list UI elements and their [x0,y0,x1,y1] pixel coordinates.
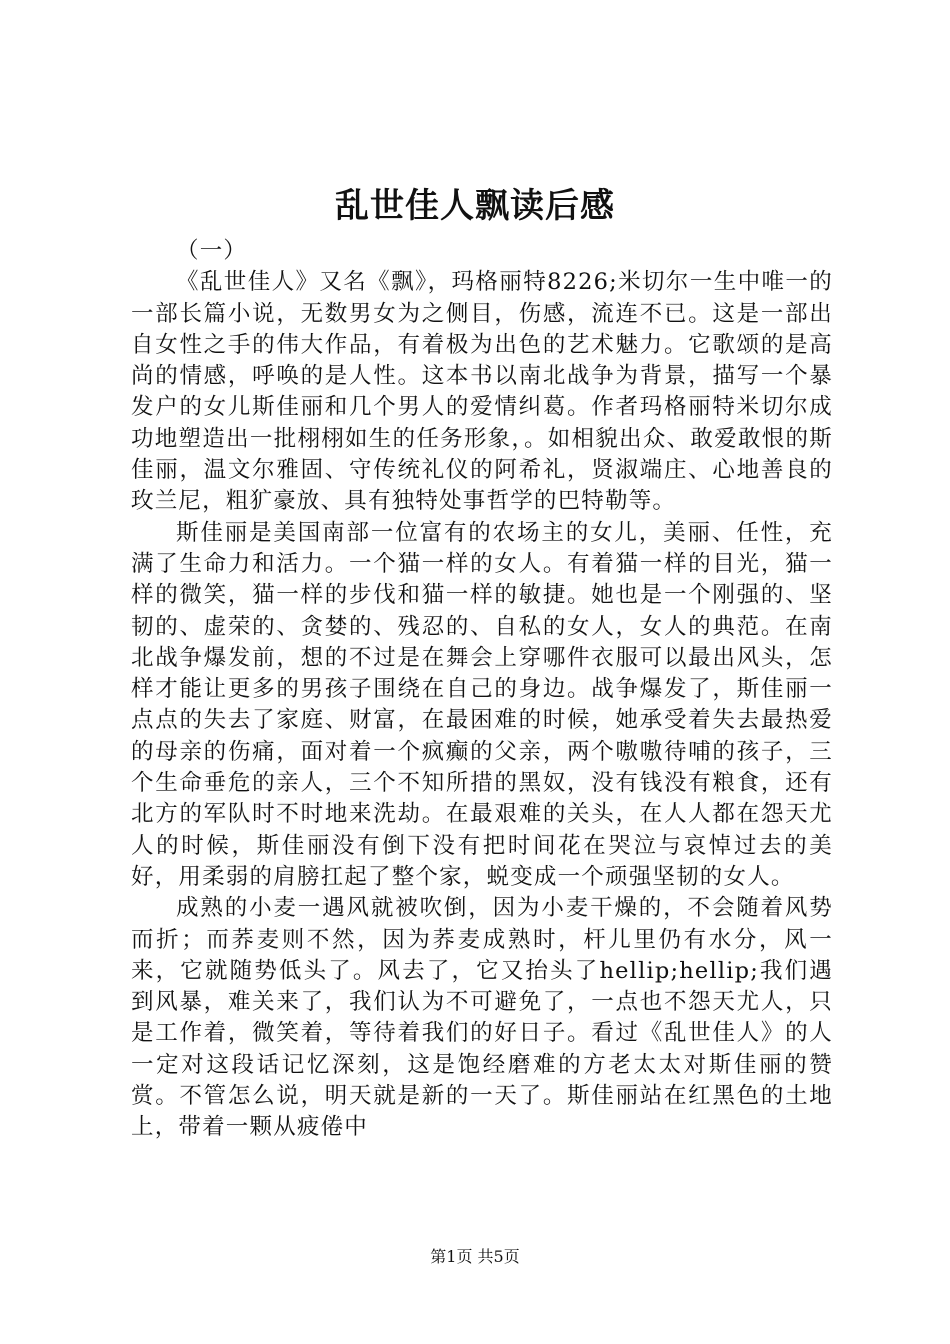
document-title: 乱世佳人飘读后感 [335,186,615,226]
page-footer: 第1页 共5页 [430,1247,520,1266]
paragraph-3: 成熟的小麦一遇风就被吹倒，因为小麦干燥的，不会随着风势而折；而荞麦则不然，因为荞麦成熟时，杆儿里仍有水分，风一来，它就随势低头了。风去了，它又抬头了hellip;hellip;我们遇到风暴，难关来了，我们认为不可避免了，一点也不怨天尤人，只是工作着，微笑着，等待着我们的好日子。看过《乱世佳人》的人一定对这段话记忆深刻，这是饱经磨难的方老太太对斯佳丽的赞赏。不管怎么说，明天就是新的一天了。斯佳丽站在红黑色的土地上，带着一颗从疲倦中 [131,895,833,1141]
section-marker: （一） [176,238,248,264]
document-body [131,236,833,1144]
paragraph-2: 斯佳丽是美国南部一位富有的农场主的女儿，美丽、任性，充满了生命力和活力。一个猫一样的女人。有着猫一样的目光，猫一样的微笑，猫一样的步伐和猫一样的敏捷。她也是一个刚强的、坚韧的、虚荣的、贪婪的、残忍的、自私的女人，女人的典范。在南北战争爆发前，想的不过是在舞会上穿哪件衣服可以最出风头，怎样才能让更多的男孩子围绕在自己的身边。战争爆发了，斯佳丽一点点的失去了家庭、财富，在最困难的时候，她承受着失去最热爱的母亲的伤痛，面对着一个疯癫的父亲，两个嗷嗷待哺的孩子，三个生命垂危的亲人，三个不知所措的黑奴，没有钱没有粮食，还有北方的军队时不时地来洗劫。在最艰难的关头，在人人都在怨天尤人的时候，斯佳丽没有倒下没有把时间花在哭泣与哀悼过去的美好，用柔弱的肩膀扛起了整个家，蜕变成一个顽强坚韧的女人。 [131,519,833,890]
paragraph-1: 《乱世佳人》又名《飘》，玛格丽特8226;米切尔一生中唯一的一部长篇小说，无数男女为之侧目，伤感，流连不已。这是一部出自女性之手的伟大作品，有着极为出色的艺术魅力。它歌颂的是高尚的情感，呼唤的是人性。这本书以南北战争为背景，描写一个暴发户的女儿斯佳丽和几个男人的爱情纠葛。作者玛格丽特米切尔成功地塑造出一批栩栩如生的任务形象，。如相貌出众、敢爱敢恨的斯佳丽，温文尔雅固、守传统礼仪的阿希礼，贤淑端庄、心地善良的玫兰尼，粗犷豪放、具有独特处事哲学的巴特勒等。 [131,269,833,515]
